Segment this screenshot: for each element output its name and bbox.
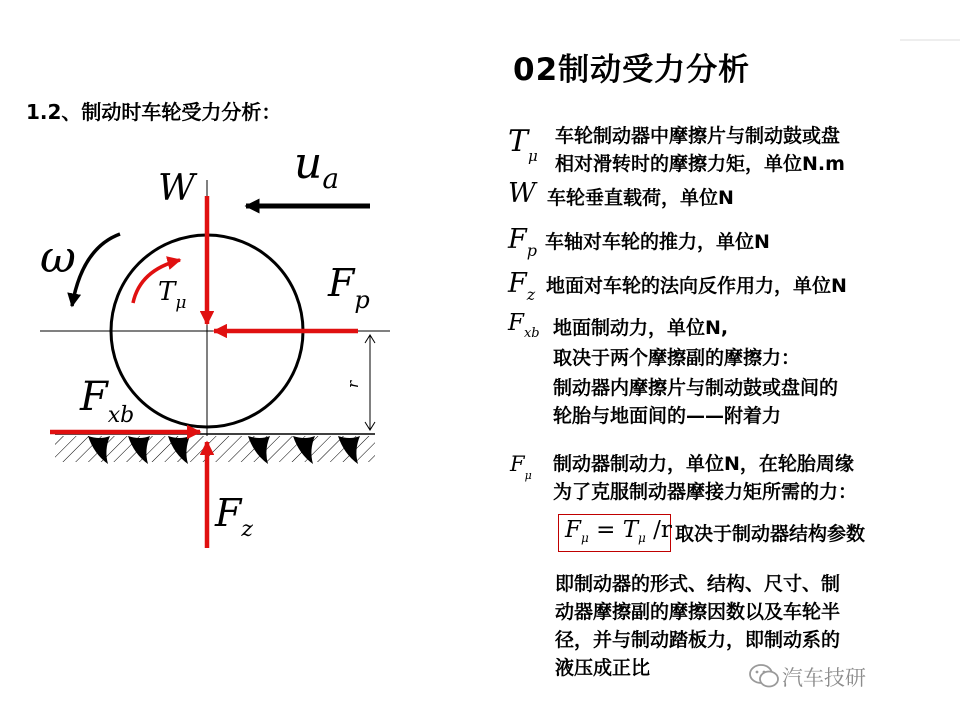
fxb-definition-line2: 取决于两个摩擦副的摩擦力： [553, 347, 801, 369]
paragraph-line4: 液压成正比 [555, 657, 651, 679]
section-subtitle: 1.2、制动时车轮受力分析： [26, 100, 282, 124]
w-definition: 车轮垂直载荷，单位N [547, 187, 734, 209]
fxb-definition-line3: 制动器内摩擦片与制动鼓或盘间的 [553, 377, 839, 399]
fxb-symbol: $F_{xb}$ [508, 310, 540, 341]
page-title: 02制动受力分析 [513, 52, 751, 88]
wheel-force-diagram [0, 130, 420, 560]
fmu-definition-line2: 为了克服制动器摩接力矩所需的力： [553, 481, 858, 503]
formula-box: $F_\mu = T_\mu$ /r [558, 514, 671, 552]
fxb-definition-line1: 地面制动力，单位N, [553, 317, 729, 339]
corner-decoration [900, 28, 960, 48]
radius-label: r [344, 380, 362, 388]
velocity-label: $u_a$ [294, 138, 340, 195]
paragraph-line1: 即制动器的形式、结构、尺寸、制 [555, 573, 841, 595]
fp-definition: 车轴对车轮的推力，单位N [545, 231, 770, 253]
rotation-label: ω [40, 232, 76, 283]
w-symbol: W [508, 178, 536, 209]
fp-symbol: $F_p$ [508, 224, 537, 260]
normal-reaction-label: $F_z$ [215, 491, 253, 542]
fmu-definition-line1: 制动器制动力，单位N，在轮胎周缘 [553, 453, 854, 475]
watermark-text: 汽车技研 [782, 666, 866, 690]
paragraph-line3: 径，并与制动踏板力，即制动系的 [555, 629, 841, 651]
wechat-icon [748, 662, 780, 690]
paragraph-line2: 动器摩擦副的摩擦因数以及车轮半 [555, 601, 841, 623]
fmu-symbol: $F_\mu$ [510, 452, 532, 482]
fz-definition: 地面对车轮的法向反作用力，单位N [546, 275, 847, 297]
fz-symbol: $F_z$ [508, 268, 536, 304]
rotation-arc-arrow [72, 234, 120, 306]
formula-note: 取决于制动器结构参数 [675, 523, 866, 545]
tmu-definition-line2: 相对滑转时的摩擦力矩，单位N.m [555, 153, 845, 175]
tmu-definition-line1: 车轮制动器中摩擦片与制动鼓或盘 [555, 125, 841, 147]
load-label: W [158, 168, 196, 209]
ground-brake-label: $F_{xb}$ [80, 374, 135, 428]
fxb-definition-line4: 轮胎与地面间的——附着力 [553, 405, 782, 427]
torque-label: $T_\mu$ [158, 277, 187, 313]
axle-push-label: $F_p$ [328, 261, 370, 314]
tmu-symbol: $T_\mu$ [508, 124, 538, 165]
